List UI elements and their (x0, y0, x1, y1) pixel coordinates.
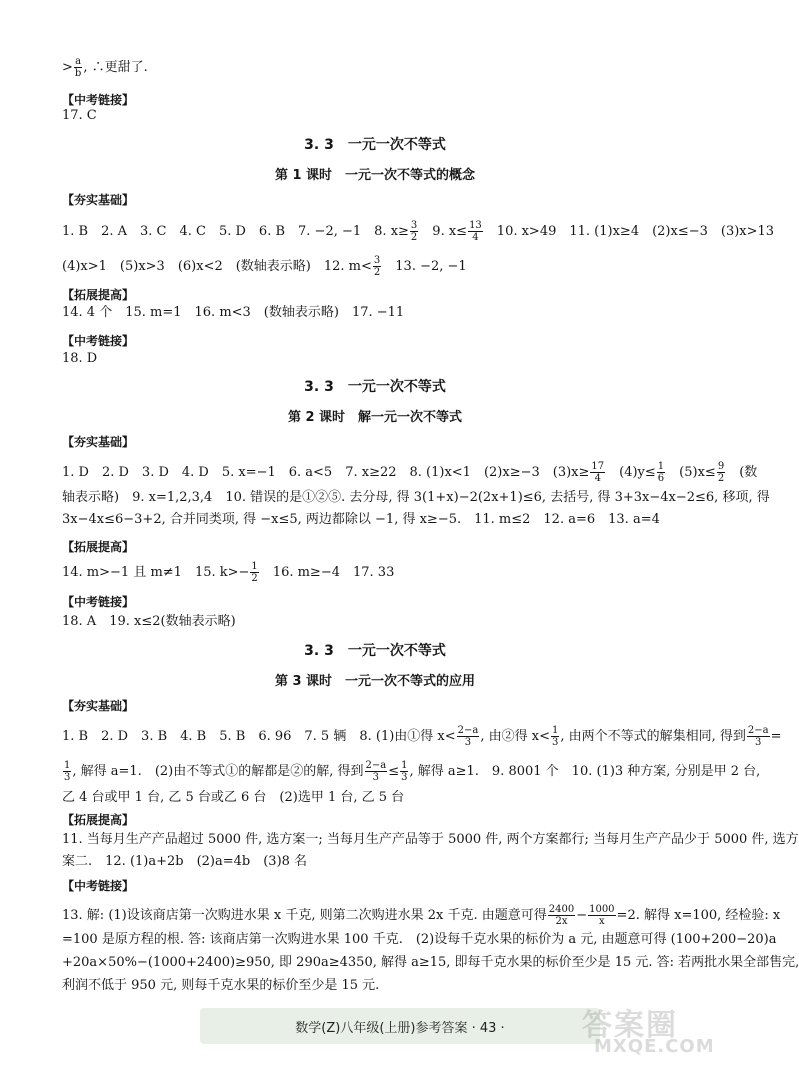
answer-line: 1. D 2. D 3. D 4. D 5. x=−1 6. a<5 7. x≥22 8. (1)x<1 (2)x≥−3 (3)x≥ $\frac{17}{4}$ (4)y≤ $\frac{1}{6}$ (5)x≤ $\frac{9}{2}$ (数 (62, 461, 758, 484)
answer-line: 17. C (62, 108, 97, 123)
section-tag-zhongkao: 【中考链接】 (62, 595, 135, 609)
answer-line: 利润不低于 950 元, 则每千克水果的标价至少是 15 元. (62, 978, 380, 993)
fraction: $\frac{3}{2}$ (410, 220, 418, 243)
section-tag-zhongkao: 【中考链接】 (62, 879, 135, 893)
footer-text: 数学(Z)八年级(上册)参考答案 · 43 · (295, 1021, 505, 1036)
section-tag-tuozhan: 【拓展提高】 (62, 288, 135, 302)
section-title: 3. 3 一元一次不等式 (304, 379, 446, 395)
fraction: $\frac{1}{3}$ (64, 760, 71, 783)
answer-line: +20a×50%−(1000+2400)≥950, 即 290a≥4350, 解得 a≥15, 即每千克水果的标价至少是 15 元. 答: 若两批水果全部售完, (62, 955, 799, 970)
section-title: 3. 3 一元一次不等式 (304, 137, 446, 153)
section-tag-tuozhan: 【拓展提高】 (62, 540, 135, 554)
answer-line: 案二. 12. (1)a+2b (2)a=4b (3)8 名 (62, 854, 308, 869)
answer-line: 18. D (62, 351, 98, 366)
answer-line: 11. 当每月生产产品超过 5000 件, 选方案一; 当每月生产产品等于 5000 件, 两个方案都行; 当每月生产产品少于 5000 件, 选方 (62, 832, 799, 847)
fraction: $\frac{17}{4}$ (591, 461, 605, 484)
answer-line: 乙 4 台或甲 1 台, 乙 5 台或乙 6 台 (2)选甲 1 台, 乙 5 台 (62, 790, 405, 805)
answer-line: (4)x>1 (5)x>3 (6)x<2 (数轴表示略) 12. m< $\frac{3}{2}$ 13. −2, −1 (62, 255, 467, 278)
fraction: $\frac{a}{b}$ (74, 56, 82, 79)
fraction: $\frac{1}{3}$ (551, 725, 559, 748)
continued-line: > $\frac{a}{b}$ , ∴更甜了. (62, 56, 148, 79)
answer-line: 3x−4x≤6−3+2, 合并同类项, 得 −x≤5, 两边都除以 −1, 得 x≥−5. 11. m≤2 12. a=6 13. a=4 (62, 512, 660, 527)
fraction: $\frac{1}{6}$ (657, 461, 665, 484)
lesson-title: 第 1 课时 一元一次不等式的概念 (274, 168, 476, 183)
watermark-logo (582, 1000, 732, 1060)
fraction: $\frac{2-a}{3}$ (747, 725, 769, 748)
section-tag-zhongkao: 【中考链接】 (62, 334, 135, 348)
lesson-title: 第 3 课时 一元一次不等式的应用 (274, 674, 476, 689)
answer-line: $\frac{1}{3}$ , 解得 a=1. (2)由不等式①的解都是②的解, 得到 $\frac{2-a}{3}$ ≤ $\frac{1}{3}$ , 解得 a≥1. 9. 8001 个 10. (1)3 种方案, 分别是甲 2 台, (64, 760, 761, 783)
section-title: 3. 3 一元一次不等式 (304, 643, 446, 659)
answer-line: 1. B 2. A 3. C 4. C 5. D 6. B 7. −2, −1 8. x≥ $\frac{3}{2}$ 9. x≤ $\frac{13}{4}$ 10. x>49 11. (1)x≥4 (2)x≤−3 (3)x>13 (62, 220, 775, 243)
answer-line: 1. B 2. D 3. B 4. B 5. B 6. 96 7. 5 辆 8. (1)由①得 x< $\frac{2-a}{3}$ , 由②得 x< $\frac{1}{3}$ , 由两个不等式的解集相同, 得到 $\frac{2-a}{3}$ = (62, 725, 782, 748)
fraction: $\frac{2400}{2x}$ (548, 904, 575, 927)
answer-line: 18. A 19. x≤2(数轴表示略) (62, 614, 236, 629)
answer-line: 14. m>−1 且 m≠1 15. k>− $\frac{1}{2}$ 16. m≥−4 17. 33 (62, 561, 395, 584)
fraction: $\frac{3}{2}$ (373, 255, 381, 278)
section-tag-hangshi: 【夯实基础】 (62, 699, 135, 713)
fraction: $\frac{2-a}{3}$ (457, 725, 479, 748)
fraction: $\frac{1000}{x}$ (589, 904, 615, 927)
answer-line: 轴表示略) 9. x=1,2,3,4 10. 错误的是①②⑤. 去分母, 得 3(1+x)−2(2x+1)≤6, 去括号, 得 3+3x−4x−2≤6, 移项, 得 (62, 490, 770, 505)
fraction: $\frac{1}{2}$ (251, 561, 258, 584)
section-tag-hangshi: 【夯实基础】 (62, 193, 135, 207)
answer-line: 14. 4 个 15. m=1 16. m<3 (数轴表示略) 17. −11 (62, 305, 405, 320)
section-tag-zhongkao: 【中考链接】 (62, 93, 135, 107)
fraction: $\frac{13}{4}$ (469, 220, 482, 243)
section-tag-hangshi: 【夯实基础】 (62, 435, 135, 449)
section-tag-tuozhan: 【拓展提高】 (62, 813, 135, 827)
answer-line: =100 是原方程的根. 答: 该商店第一次购进水果 100 千克. (2)设每千克水果的标价为 a 元, 由题意可得 (100+200−20)a (62, 932, 777, 947)
answer-line: 13. 解: (1)设该商店第一次购进水果 x 千克, 则第二次购进水果 2x 千克. 由题意可得 $\frac{2400}{2x}$ − $\frac{1000}{x}$ =2. 解得 x=100, 经检验: x (62, 904, 781, 927)
fraction: $\frac{9}{2}$ (717, 461, 725, 484)
watermark-main: 答案圈 (582, 1008, 678, 1043)
fraction: $\frac{2-a}{3}$ (365, 760, 387, 783)
watermark-sub: MXQE.COM (594, 1036, 715, 1057)
page-footer (200, 1008, 600, 1044)
fraction: $\frac{1}{3}$ (401, 760, 408, 783)
lesson-title: 第 2 课时 解一元一次不等式 (287, 410, 463, 425)
